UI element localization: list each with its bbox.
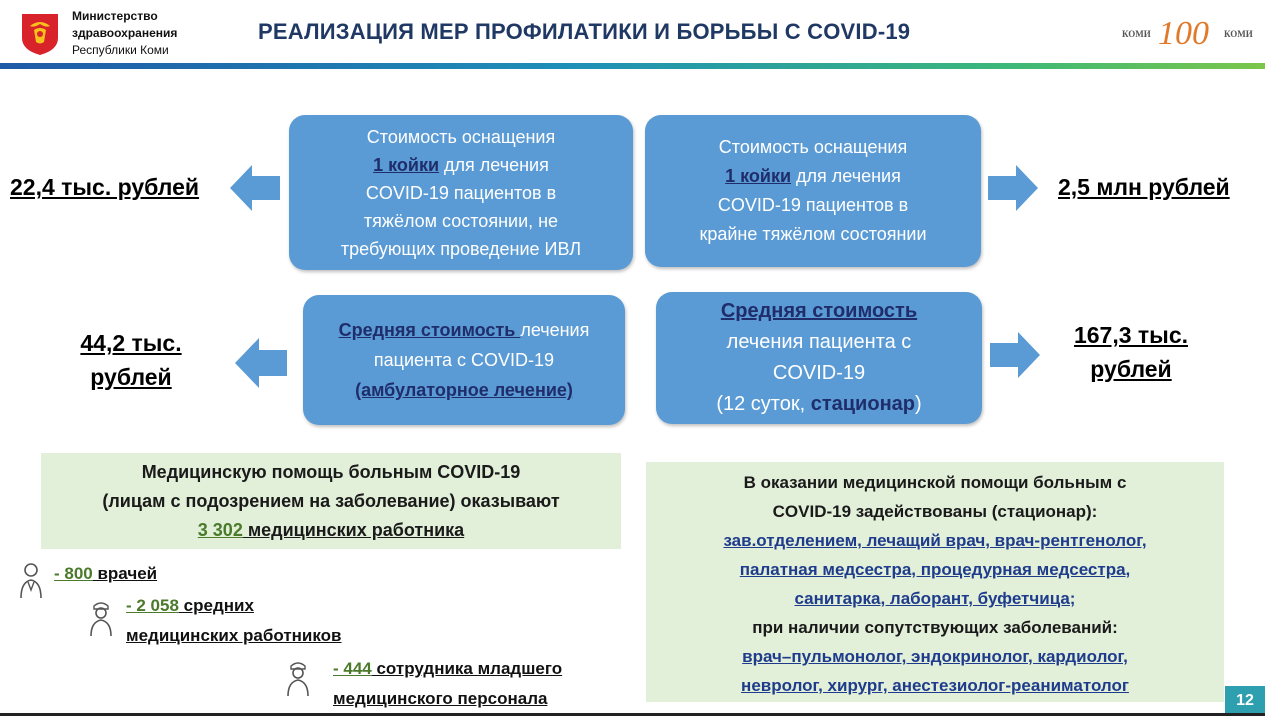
staff-junior bbox=[333, 654, 562, 714]
medical-workers-box bbox=[41, 453, 621, 549]
staff-junior-line1 bbox=[333, 654, 562, 684]
hospital-staff-box bbox=[646, 462, 1224, 702]
card3-line3: (амбулаторное лечение) bbox=[355, 380, 573, 400]
workers-line2: (лицам с подозрением на заболевание) оказывают bbox=[102, 491, 560, 511]
staff-mid-level-count: - 2 058 bbox=[126, 596, 179, 615]
staff-doctors-label: врачей bbox=[92, 564, 158, 583]
header-divider bbox=[0, 63, 1265, 69]
page-number: 12 bbox=[1225, 686, 1265, 716]
ministry-line-1: Министерство bbox=[72, 9, 158, 23]
card3-line1 bbox=[303, 315, 625, 345]
card4-line4-c: ) bbox=[915, 393, 922, 415]
hospital-line2: COVID-19 задействованы (стационар): bbox=[772, 502, 1098, 521]
cost-value-outpatient-line1: 44,2 тыс. bbox=[80, 330, 182, 356]
cost-value-inpatient bbox=[1068, 318, 1194, 386]
page-title: РЕАЛИЗАЦИЯ МЕР ПРОФИЛАТИКИ И БОРЬБЫ С COVID-19 bbox=[258, 19, 911, 44]
nurse-icon bbox=[285, 658, 311, 698]
card4-line4-a: (12 суток, bbox=[716, 393, 811, 415]
card4-line1: Средняя стоимость bbox=[720, 300, 918, 322]
card1-line3: COVID-19 пациентов в bbox=[365, 182, 557, 203]
ministry-line-2: здравоохранения bbox=[72, 26, 178, 40]
hospital-line8: невролог, хирург, анестезиолог-реаниматолог bbox=[741, 676, 1129, 695]
card1-line1: Стоимость оснащения bbox=[366, 126, 556, 147]
coat-of-arms-logo bbox=[20, 12, 60, 56]
card3-line1-rest: лечения bbox=[520, 320, 590, 340]
card4-inpatient: стационар bbox=[810, 393, 915, 415]
hospital-line5: санитарка, лаборант, буфетчица; bbox=[794, 589, 1076, 608]
staff-doctors-count: - 800 bbox=[54, 564, 93, 583]
hospital-line7: врач–пульмонолог, эндокринолог, кардиолог, bbox=[742, 647, 1128, 666]
staff-junior-label: сотрудника младшего bbox=[371, 659, 563, 678]
arrow-right-icon bbox=[988, 165, 1038, 211]
card-bed-non-ventilated bbox=[289, 115, 633, 270]
komi-100-logo bbox=[1118, 12, 1258, 54]
arrow-right-icon bbox=[990, 332, 1040, 378]
cost-value-bed-critical: 2,5 млн рублей bbox=[1058, 174, 1230, 200]
ministry-name bbox=[72, 8, 177, 59]
card1-line4: тяжёлом состоянии, не bbox=[363, 210, 559, 231]
doctor-icon bbox=[18, 560, 44, 600]
cost-value-outpatient bbox=[75, 326, 187, 394]
workers-line3-rest: медицинских работника bbox=[242, 520, 465, 540]
card2-line1: Стоимость оснащения bbox=[718, 137, 908, 157]
card-outpatient-cost bbox=[303, 295, 625, 425]
ministry-line-3: Республики Коми bbox=[72, 43, 169, 57]
cost-value-inpatient-line1: 167,3 тыс. bbox=[1073, 322, 1189, 348]
hospital-line6: при наличии сопутствующих заболеваний: bbox=[752, 618, 1118, 637]
card4-line4 bbox=[656, 389, 982, 420]
cost-value-bed-non-ventilated: 22,4 тыс. рублей bbox=[10, 174, 200, 200]
card1-line2 bbox=[289, 151, 633, 179]
arrow-left-icon bbox=[230, 165, 280, 211]
card1-line5: требующих проведение ИВЛ bbox=[340, 238, 582, 259]
hospital-line3: зав.отделением, лечащий врач, врач-рентгенолог, bbox=[723, 531, 1147, 550]
hospital-line1: В оказании медицинской помощи больным с bbox=[743, 473, 1127, 492]
card2-line4: крайне тяжёлом состоянии bbox=[699, 224, 927, 244]
workers-line3 bbox=[41, 516, 621, 545]
card1-bed-count: 1 койки bbox=[373, 154, 440, 175]
card-bed-critical bbox=[645, 115, 981, 267]
cost-value-inpatient-line2: рублей bbox=[1090, 356, 1172, 382]
staff-junior-count: - 444 bbox=[333, 659, 372, 678]
card2-line3: COVID-19 пациентов в bbox=[717, 195, 909, 215]
staff-mid-level-line1 bbox=[126, 591, 342, 621]
card3-avg-cost: Средняя стоимость bbox=[338, 320, 521, 340]
staff-junior-line2: медицинского персонала bbox=[333, 689, 548, 708]
staff-mid-level-line2: медицинских работников bbox=[126, 626, 342, 645]
card3-line2: пациента с COVID-19 bbox=[373, 350, 555, 370]
hospital-line4: палатная медсестра, процедурная медсестра, bbox=[739, 560, 1131, 579]
card4-line2: лечения пациента с bbox=[726, 331, 912, 353]
card-inpatient-cost bbox=[656, 292, 982, 424]
card2-line2-rest: для лечения bbox=[791, 166, 901, 186]
logo-left-word: КОМИ bbox=[1122, 29, 1151, 39]
arrow-left-icon bbox=[235, 338, 287, 388]
workers-line1: Медицинскую помощь больным COVID-19 bbox=[141, 462, 521, 482]
staff-doctors bbox=[54, 559, 157, 589]
card1-line2-rest: для лечения bbox=[439, 154, 549, 175]
staff-mid-level bbox=[126, 591, 342, 651]
card2-line2 bbox=[645, 162, 981, 191]
cost-value-outpatient-line2: рублей bbox=[90, 364, 172, 390]
logo-number: 100 bbox=[1158, 15, 1209, 52]
logo-right-word: КОМИ bbox=[1224, 29, 1253, 39]
card2-bed-count: 1 койки bbox=[725, 166, 792, 186]
nurse-icon bbox=[88, 598, 114, 638]
card4-line3: COVID-19 bbox=[772, 362, 866, 384]
workers-total: 3 302 bbox=[197, 520, 243, 540]
staff-mid-level-label: средних bbox=[178, 596, 254, 615]
